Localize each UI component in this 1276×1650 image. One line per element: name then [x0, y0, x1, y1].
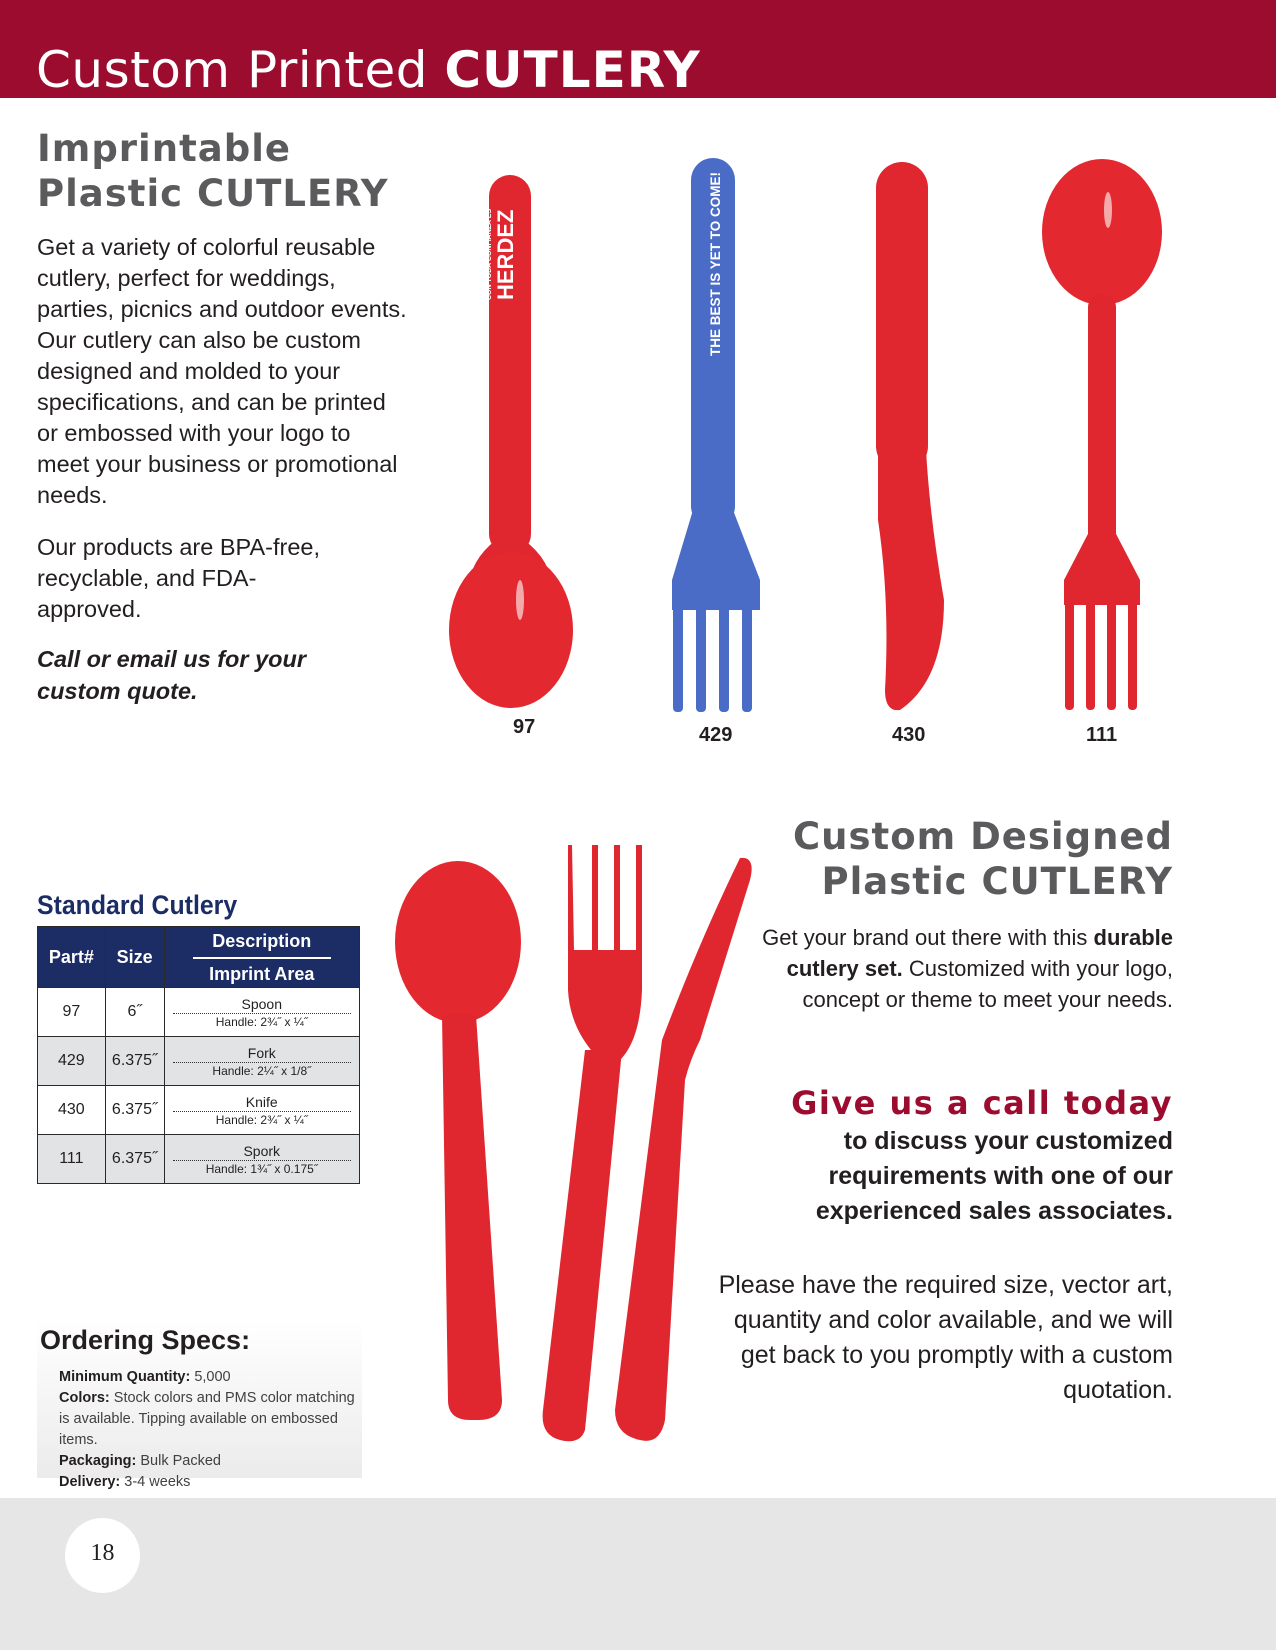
cell-part: 429 — [38, 1037, 106, 1086]
custom-heading: Custom Designed Plastic CUTLERY — [793, 815, 1173, 903]
cell-size: 6˝ — [105, 988, 164, 1037]
product-429-print: THE BEST IS YET TO COME! — [708, 171, 723, 356]
cell-description: Spork Handle: 1¾˝ x 0.175˝ — [164, 1135, 359, 1184]
cell-description: Knife Handle: 2¾˝ x ¼˝ — [164, 1086, 359, 1135]
intro-cta: Call or email us for your custom quote. — [37, 646, 307, 704]
table-row — [38, 988, 360, 1037]
product-111-spork-image — [1042, 159, 1162, 710]
cell-part: 111 — [38, 1135, 106, 1184]
product-97-print-tagline: CON TODA CONFIANZA ES — [486, 208, 493, 300]
table-row — [38, 1037, 360, 1086]
table-header-row — [38, 927, 360, 988]
standard-cutlery-table — [37, 926, 360, 1184]
intro-heading: Imprintable Plastic CUTLERY — [37, 127, 389, 215]
custom-spoon-image — [395, 861, 521, 1420]
product-label-430: 430 — [892, 724, 926, 746]
table-row — [38, 1086, 360, 1135]
product-label-97: 97 — [513, 716, 536, 738]
cell-description: Spoon Handle: 2¾˝ x ¼˝ — [164, 988, 359, 1037]
cell-part: 430 — [38, 1086, 106, 1135]
ordering-specs-title: Ordering Specs: — [40, 1325, 251, 1355]
ordering-specs-list: Minimum Quantity: 5,000 Colors: Stock colors and PMS color matching is available. Tipping available on embossed items. Packaging: Bulk Packed Delivery: 3-4 weeks — [59, 1369, 355, 1490]
col-header-size: Size — [105, 927, 164, 988]
cell-size: 6.375˝ — [105, 1037, 164, 1086]
col-header-part: Part# — [38, 927, 106, 988]
table-title: Standard Cutlery — [37, 890, 238, 920]
cell-part: 97 — [38, 988, 106, 1037]
col-header-description: Description Imprint Area — [164, 927, 359, 988]
page-title: Custom Printed CUTLERY — [36, 41, 701, 99]
product-97-spoon-image — [449, 175, 573, 708]
custom-body: Get your brand out there with this durable cutlery set. Customized with your logo, concept or theme to meet your needs. — [762, 925, 1173, 1012]
call-body: to discuss your customized requirements with one of our experienced sales associates. — [815, 1127, 1173, 1225]
product-429-fork-image — [672, 158, 760, 712]
cell-size: 6.375˝ — [105, 1135, 164, 1184]
product-label-429: 429 — [699, 724, 733, 746]
intro-body-safety: Our products are BPA-free, recyclable, and FDA-approved. — [37, 534, 320, 622]
cell-size: 6.375˝ — [105, 1086, 164, 1135]
product-430-knife-image — [876, 162, 944, 710]
product-97-print-brand: HERDEZ — [493, 209, 518, 300]
table-row — [38, 1135, 360, 1184]
cell-description: Fork Handle: 2¼˝ x 1/8˝ — [164, 1037, 359, 1086]
page-number: 18 — [90, 1540, 115, 1566]
quote-instructions: Please have the required size, vector art, quantity and color available, and we will get back to you promptly with a custom quotation. — [718, 1271, 1173, 1404]
call-heading: Give us a call today — [791, 1084, 1173, 1122]
product-label-111: 111 — [1086, 724, 1118, 746]
footer-bar — [0, 1498, 1276, 1650]
intro-body: Get a variety of colorful reusable cutlery, perfect for weddings, parties, picnics and outdoor events. Our cutlery can also be custom designed and molded to your specifications, and can be printed or embossed with your logo to meet your business or promotional needs. — [37, 234, 407, 508]
